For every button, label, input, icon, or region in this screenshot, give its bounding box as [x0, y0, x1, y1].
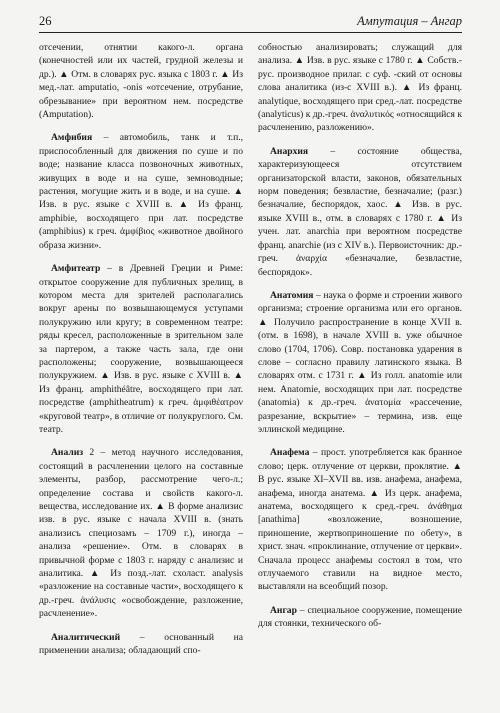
- headword: Анафема: [270, 447, 310, 459]
- headword: Амфитеатр: [51, 263, 101, 275]
- page-header: [39, 14, 462, 33]
- entry-anatomiya: [258, 289, 462, 436]
- entry-text: – основанный на применении анализа; обладающий спо-: [39, 631, 243, 657]
- page-number: 26: [39, 14, 52, 28]
- entry-analiz: [39, 446, 243, 620]
- entry-text: – состояние общества, характеризующееся отсутствием организаторской власти, законов, обязательных норм поведения; безвластие, безначалие; (разг.) безначалие, беспорядок, хаос. ▲ Изв. в рус. языке XVIII в., отм. в словарях с 1780 г. ▲ Из учен. лат. anarchia при вероятном посредстве франц. anarchie (из с XIV в.). Первоисточник: др.-греч. ἀναρχία «безначалие, безвластие, беспорядок».: [258, 145, 462, 278]
- entry-continuation: собностью анализировать; служащий для анализа. ▲ Изв. в рус. языке с 1780 г. ▲ Собств.-рус. производное прилаг. с суф. -ский от основы слова аналитика (из-с XVIII в.). ▲ Из франц. analytique, восходящего при сред.-лат. посредстве (analyticus) к др.-греч. ἀναλυτικός «относящийся к расчленению, разложению».: [258, 42, 462, 134]
- two-column-body: [39, 41, 462, 657]
- entry-anarkhiya: [258, 145, 462, 279]
- entry-amfiteatr: [39, 262, 243, 436]
- entry-text: 2 – метод научного исследования, состоящий в расчленении целого на составные элементы, разбор, рассмотрение чего-л.; определение состава и свойств какого-л. вещества, исследование их. ▲ В форме анализис изв. в рус. языке с начала XVIII в. (знать анализисъ специозамъ – 1709 г.), иногда – анализа «решение». Отм. в словарях в привычной форме с 1803 г. наряду с анализис и аналитика. ▲ Из позд.-лат. схоласт. analysis «разложение на составные части», восходящего к др.-греч. ἀνάλυσις «освобождение, разложение, расчленение».: [39, 447, 243, 620]
- running-title: Ампутация – Ангар: [357, 14, 462, 28]
- entry-text: – специальное сооружение, помещение для стоянки, технического об-: [258, 604, 462, 630]
- headword: Анархия: [270, 145, 309, 157]
- headword: Анализ: [51, 447, 84, 459]
- entry-amfibiya: [39, 131, 243, 252]
- entry-text: – в Древней Греции и Риме: открытое сооружение для публичных зрелищ, в котором места для зрителей располагались вокруг арены по возвышающемуся уступами полукружию или кругу; в современном театре: ряды кресел, расположенные в зрительном зале за партером, а также часть зала, где они расположены; сооружение, возвышающееся полукружием. ▲ Изв. в рус. языке с XVIII в. ▲ Из франц. amphithéâtre, восходящего при лат. посредстве (amphitheatrum) к греч. ἀμφιθέατρον «круговой театр», в отличие от полукруглого. См. театр.: [39, 263, 243, 435]
- headword: Анатомия: [270, 289, 314, 301]
- entry-angar: [258, 604, 462, 631]
- entry-text: – автомобиль, танк и т.п., приспособленный для движения по суше и по воде; название класса позвоночных животных, живущих в воде и на суше, земноводные; растения, могущие жить и в воде, и на суше. ▲ Изв. в рус. языке с XVIII в. ▲ Из франц. amphibie, восходящего при лат. посредстве (amphibius) к греч. ἀμφίβιος «животное двойного образа жизни».: [39, 132, 243, 251]
- headword: Амфибия: [51, 132, 93, 144]
- right-column: [258, 41, 462, 657]
- entry-analiticheskiy: [39, 631, 243, 658]
- headword: Ангар: [270, 604, 297, 616]
- left-column: [39, 41, 243, 657]
- entry-anafema: [258, 446, 462, 593]
- headword: Аналитический: [51, 631, 121, 643]
- entry-continuation: отсечении, отнятии какого-л. органа (конечностей или их частей, грудной железы и др.). ▲ Отм. в словарях рус. языка с 1803 г. ▲ Из мед.-лат. amputatio, -onis «отсечение, отрубание, обрезывание» при вероятном нем. посредстве (Amputation).: [39, 42, 243, 121]
- entry-text: – прост. употребляется как бранное слово; церк. отлучение от церкви, проклятие. ▲ В рус. языке XI–XVII вв. изв. анафема, анафема, анафема, иногда анатема. ▲ Из церк. анафема, анатема, восходящего к сред.-греч. ἀνάθημα [anathima] «возложение, возношение, приношение, жертвоприношение по обету», в христ. знач. «проклинание, отлучение от церкви». Сначала процесс анафемы состоял в том, что отлучаемого ставили на видное место, выставляли на всеобщий позор.: [258, 447, 462, 593]
- entry-text: – наука о форме и строении живого организма; строение организма или его органов. ▲ Получило распространение в конце XVII в. (отм. в 1698), в начале XVIII в. уже обычное слово (1704, 1706). Совр. постановка ударения в слове – согласно правилу латинского языка. В словарях отм. с 1731 г. ▲ Из голл. anatomie или нем. Anatomie, восходящих при лат. посредстве (anatomia) к др.-греч. ἀνατομία «рассечение, разрезание, вскрытие» – термина, изв. еще эллинской медицине.: [258, 289, 462, 435]
